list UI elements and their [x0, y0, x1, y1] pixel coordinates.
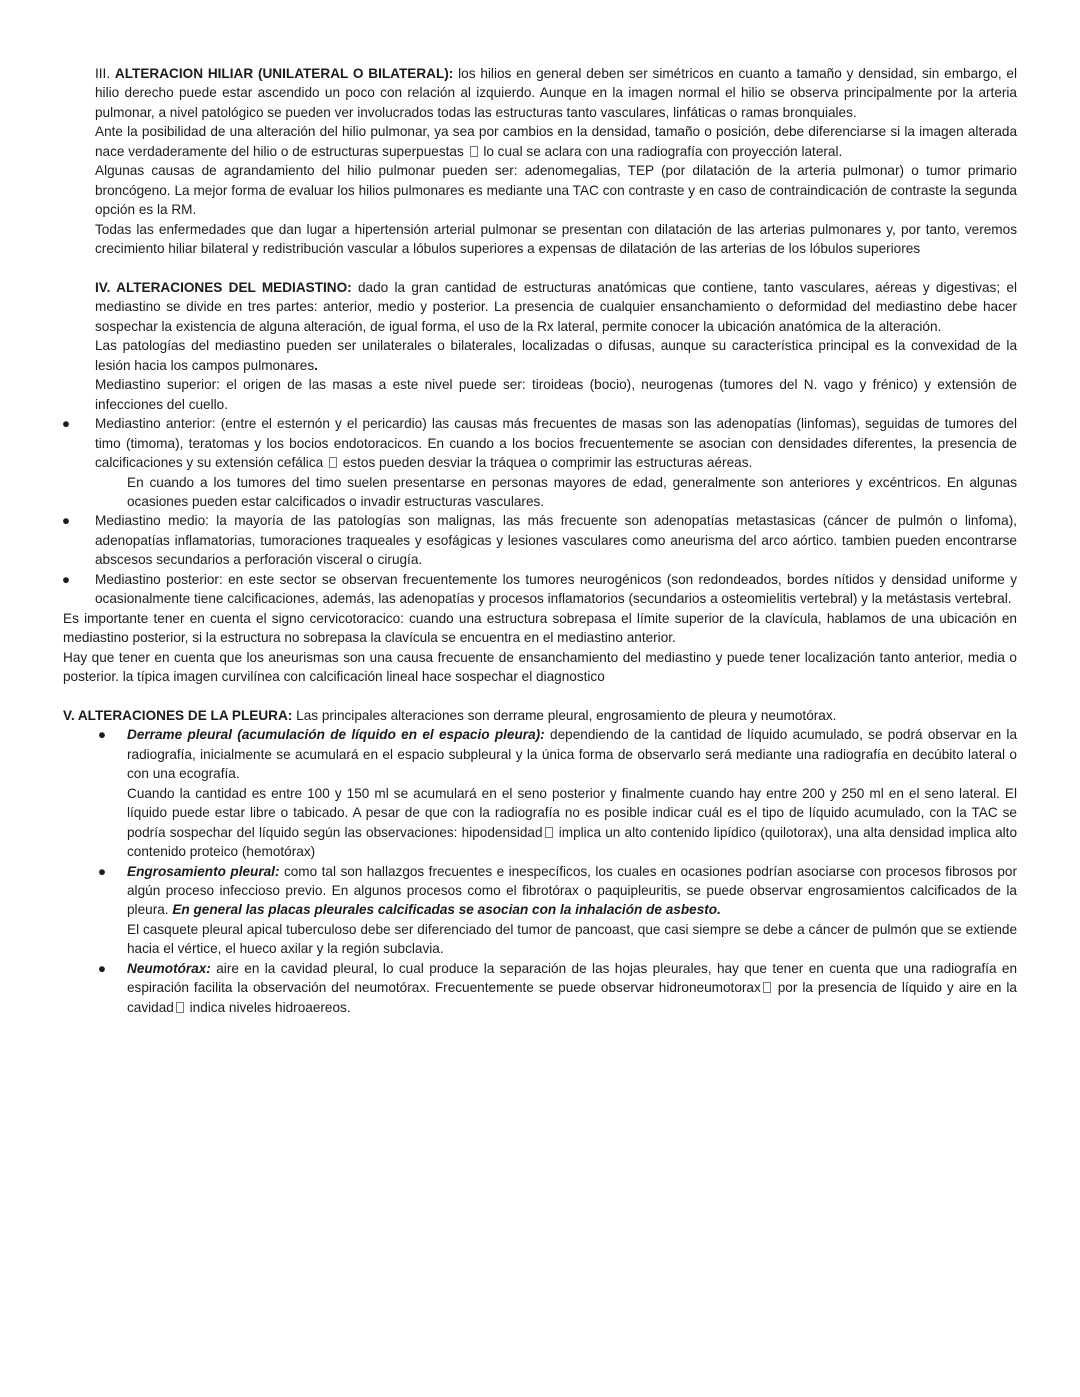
mediastino-section-title: IV. ALTERACIONES DEL MEDIASTINO:	[95, 279, 352, 295]
mediastino-posterior-item	[63, 570, 1017, 609]
neumotorax-text-b: por la presencia de líquido y aire en la cavidad	[127, 980, 1017, 1015]
derrame-cont-text-a: Cuando la cantidad es entre 100 y 150 ml se acumulará en el seno posterior y finalmente cuando hay entre 200 y 250 ml en el seno lateral. El líquido puede estar libre o tabicado. A pesar de que con la radiografía no es posible indicar cuál es el tipo de líquido acumulado, con la TAC se podría sospechar del líquido según las observaciones: hipodensidad	[127, 785, 1017, 840]
bullet-icon: ●	[97, 727, 107, 743]
mediastino-text-2: Las patologías del mediastino pueden ser unilaterales o bilaterales, localizadas o difusas, aunque su característica principal es la convexidad de la lesión hacia los campos pulmonares	[95, 338, 1017, 373]
hilio-paragraph-2	[63, 122, 1017, 161]
bullet-icon: ●	[97, 863, 107, 879]
pleura-section-title: V. ALTERACIONES DE LA PLEURA:	[63, 707, 293, 723]
engrosamiento-title: Engrosamiento pleural:	[127, 863, 280, 879]
signo-cervicotoracico-paragraph: Es importante tener en cuenta el signo cervicotoracico: cuando una estructura sobrepasa el límite superior de la clavícula, hablamos de una ubicación en mediastino posterior, si la estructura no sobrepasa la clavícula se encuentra en el mediastino anterior.	[63, 610, 1017, 646]
neumotorax-item	[63, 959, 1017, 1017]
mediastino-paragraph-2	[63, 336, 1017, 375]
mediastino-text-2-end: .	[314, 357, 318, 373]
mediastino-posterior-text: Mediastino posterior: en este sector se observan frecuentemente los tumores neurogénicos (son redondeados, bordes nítidos y densidad uniforme y ocasionalmente tiene calcificaciones, además, las adenopatías y procesos inflamatorios (secundarios a osteomielitis vertebral) y la metástasis vertebral.	[95, 571, 1017, 607]
mediastino-superior: Mediastino superior: el origen de las masas a este nivel puede ser: tiroideas (bocio), neurogenas (tumores del N. vago y frénico) y extensión de infecciones del cuello.	[95, 377, 1017, 412]
missing-glyph-icon	[176, 1002, 184, 1013]
missing-glyph-icon	[763, 982, 771, 993]
bullet-icon: ●	[61, 571, 71, 587]
mediastino-anterior-text-a: Mediastino anterior: (entre el esternón y el pericardio) las causas más frecuentes de masas son las adenopatías (linfomas), seguidas de tumores del timo (timoma), teratomas y los bocios endotoracicos. En cuando a los bocios frecuentemente se asocian con densidades diferentes, la presencia de calcificaciones y su extensión cefálica	[95, 416, 1017, 471]
neumotorax-text-c: indica niveles hidroaereos.	[189, 999, 351, 1015]
missing-glyph-icon	[329, 457, 337, 468]
mediastino-paragraph-1	[63, 278, 1017, 336]
mediastino-anterior-item	[63, 414, 1017, 472]
hilio-section-number: III.	[95, 66, 111, 81]
mediastino-medio-text: Mediastino medio: la mayoría de las patologías son malignas, las más frecuente son adenopatías metastasicas (cáncer de pulmón o linfoma), adenopatías inflamatorias, tumoraciones traqueales y esofágicas y lesiones vasculares como aneurisma del arco aórtico. tambien pueden encontrarse abscesos secundarios a perforación visceral o cirugía.	[95, 513, 1017, 568]
engrosamiento-bold-text: En general las placas pleurales calcificadas se asocian con la inhalación de asbesto.	[172, 902, 721, 918]
hilio-text-1: los hilios en general deben ser simétricos en cuanto a tamaño y densidad, sin embargo, el hilio derecho puede estar ascendido un poco con relación al izquierdo. Aunque en la imagen normal el hilio se observa principalmente por la arteria pulmonar, a nivel patológico se pueden ver involucrados todas las estructuras tanto vasculares, linfáticas o ramas bronquiales.	[95, 66, 1017, 120]
spacer	[63, 686, 1017, 705]
mediastino-anterior-text-b: estos pueden desviar la tráquea o comprimir las estructuras aéreas.	[342, 455, 753, 471]
hilio-text-2a: Ante la posibilidad de una alteración del hilio pulmonar, ya sea por cambios en la densidad, tamaño o posición, debe diferenciarse si la imagen alterada nace verdaderamente del hilio o de estructuras superpuestas	[95, 124, 1017, 159]
bullet-icon: ●	[97, 960, 107, 976]
pleura-intro-text: Las principales alteraciones son derrame pleural, engrosamiento de pleura y neumotórax.	[296, 707, 837, 723]
mediastino-anterior-note: En cuando a los tumores del timo suelen presentarse en personas mayores de edad, generalmente son anteriores y excéntricos. En algunas ocasiones pueden estar calcificados o invadir estructuras vasculares.	[127, 474, 1017, 509]
missing-glyph-icon	[545, 827, 553, 838]
derrame-cont-text-b: implica un alto contenido lipídico (quilotorax), una alta densidad implica alto contenido proteico (hemotórax)	[127, 824, 1018, 860]
bullet-icon: ●	[61, 416, 71, 432]
derrame-item	[63, 725, 1017, 783]
bullet-icon: ●	[61, 513, 71, 529]
engrosamiento-text: como tal son hallazgos frecuentes e inespecíficos, los cuales en ocasiones podrían asociarse con procesos fibrosos por algún proceso infeccioso previo. En algunos procesos como el fibrotórax o paquipleuritis, se puede observar engrosamientos calcificados de la pleura.	[127, 863, 1018, 918]
missing-glyph-icon	[470, 146, 478, 157]
neumotorax-title: Neumotórax:	[127, 960, 211, 976]
hilio-paragraph-1	[63, 64, 1017, 122]
mediastino-medio-item	[63, 511, 1017, 569]
derrame-title: Derrame pleural (acumulación de líquido en el espacio pleura):	[127, 727, 545, 743]
document-body	[63, 64, 1017, 1017]
hilio-paragraph-3: Algunas causas de agrandamiento del hilio pulmonar pueden ser: adenomegalias, TEP (por dilatación de la arteria pulmonar) o tumor primario broncógeno. La mejor forma de evaluar los hilios pulmonares es mediante una TAC con contraste y en caso de contraindicación de contraste la segunda opción es la RM.	[95, 163, 1017, 218]
aneurisma-paragraph: Hay que tener en cuenta que los aneurismas son una causa frecuente de ensanchamiento del mediastino y puede tener localización tanto anterior, media o posterior. la típica imagen curvilínea con calcificación lineal hace sospechar el diagnostico	[63, 649, 1017, 685]
hilio-section-title: ALTERACION HILIAR (UNILATERAL O BILATERAL):	[114, 66, 454, 81]
engrosamiento-continuation: El casquete pleural apical tuberculoso debe ser diferenciado del tumor de pancoast, que casi siempre se debe a cáncer de pulmón que se extiende hacia el vértice, el hueco axilar y la región subclavia.	[127, 921, 1017, 957]
engrosamiento-item	[63, 862, 1017, 920]
pleura-intro-paragraph	[63, 706, 1017, 725]
derrame-continuation	[63, 784, 1017, 862]
hilio-text-2b: lo cual se aclara con una radiografía con proyección lateral.	[483, 143, 843, 159]
neumotorax-text-a: aire en la cavidad pleural, lo cual produce la separación de las hojas pleurales, hay que tener en cuenta que una radiografía en espiración facilita la observación del neumotórax. Frecuentemente se puede observar hidroneumotorax	[127, 960, 1018, 996]
hilio-paragraph-4: Todas las enfermedades que dan lugar a hipertensión arterial pulmonar se presentan con dilatación de las arterias pulmonares y, por tanto, veremos crecimiento hiliar bilateral y redistribución vascular a lóbulos superiores a expensas de dilatación de las arterias de los lóbulos superiores	[95, 221, 1017, 257]
mediastino-text-1: dado la gran cantidad de estructuras anatómicas que contiene, tanto vasculares, aéreas y digestivas; el mediastino se divide en tres partes: anterior, medio y posterior. La presencia de cualquier ensanchamiento o deformidad del mediastino debe hacer sospechar la existencia de alguna alteración, de igual forma, el uso de la Rx lateral, permite conocer la ubicación anatómica de la alteración.	[95, 279, 1017, 334]
spacer	[63, 259, 1017, 278]
derrame-text: dependiendo de la cantidad de líquido acumulado, se podrá observar en la radiografía, inicialmente se acumulará en el espacio subpleural y la única forma de observarlo será mediante una radiografía en decúbito lateral o con una ecografía.	[127, 727, 1018, 782]
